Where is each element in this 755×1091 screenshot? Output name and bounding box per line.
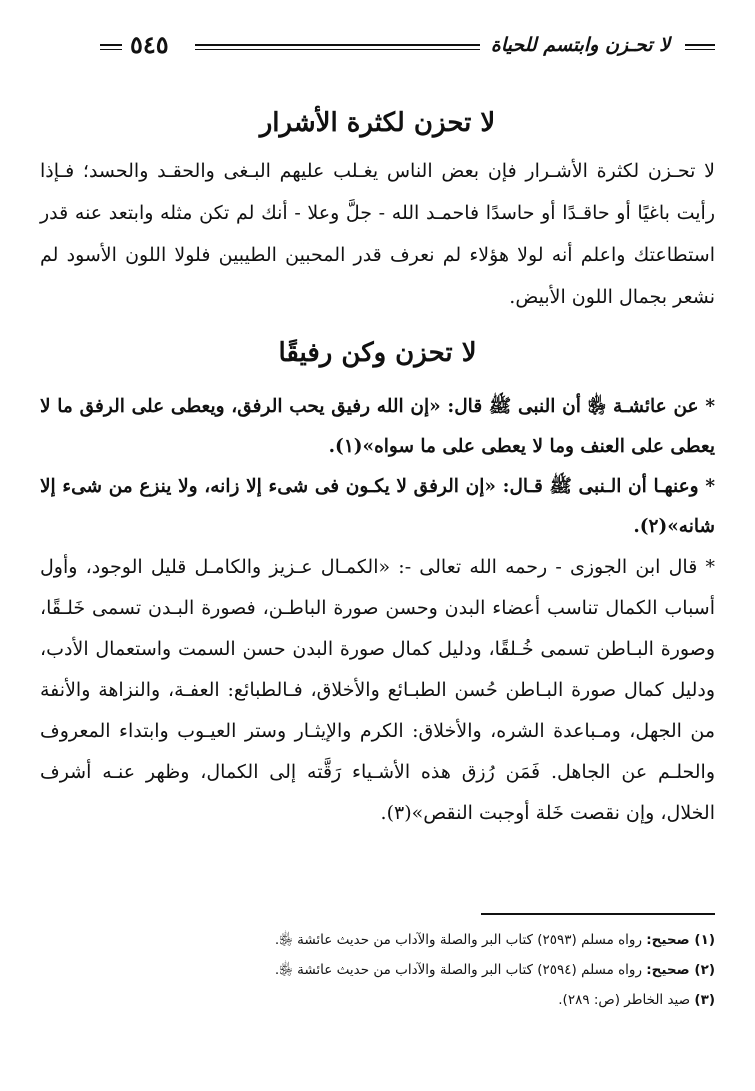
running-title: لا تحـزن وابتسم للحياة: [490, 34, 670, 56]
footnote-3: [40, 985, 715, 1015]
footnote-text: رواه مسلم (٢٥٩٤) كتاب البر والصلة والآداب من حديث عائشة ﵂.: [274, 962, 642, 978]
footnote-1: [40, 925, 715, 955]
section-title-1: لا تحزن لكثرة الأشرار: [259, 108, 496, 138]
hadith-2: * وعنهـا أن الـنبى ﷺ قـال: «إن الرفق لا يكـون فى شىء إلا زانه، ولا ينزع من شىء إلا شانه»(٢).: [40, 476, 715, 537]
paragraph-evil-people: لا تحـزن لكثرة الأشـرار فإن بعض الناس يغـلب عليهم البـغى والحقـد والحسد؛ فـإذا رأيت باغيًا أو حاقـدًا أو حاسدًا فاحمـد الله - جلَّ وعلا - أنك لم تكن مثله وابتعد عنه قدر استطاعتك واعلم أنه لولا هؤلاء لم نعرف قدر المحبين الطيبين فلولا اللون الأسود لم نشعر بجمال اللون الأبيض.: [40, 160, 715, 308]
hadith-1: * عن عائشـة ﵂ أن النبى ﷺ قال: «إن الله رفيق يحب الرفق، ويعطى على الرفق ما لا يعطى على العنف وما لا يعطى على ما سواه»(١).: [40, 396, 715, 457]
footnote-2: [40, 955, 715, 985]
header-rule-right: [685, 44, 715, 46]
footnote-text: رواه مسلم (٢٥٩٣) كتاب البر والصلة والآداب من حديث عائشة ﵂.: [274, 932, 642, 948]
section-title-2: لا تحزن وكن رفيقًا: [278, 338, 477, 368]
footnote-tag: (١) صحيح:: [646, 932, 715, 948]
footnote-separator: [481, 913, 715, 915]
footnote-text: صيد الخاطر (ص: ٢٨٩).: [558, 992, 691, 1008]
section-2-body: [40, 387, 715, 834]
ibn-jawzi-quote: * قال ابن الجوزى - رحمه الله تعالى -: «الكمـال عـزيز والكامـل قليل الوجود، وأول أسباب الكمال تناسب أعضاء البدن وحسن صورة الباطـن، فصورة البـدن تسمى خَلـقًا، وصورة البـاطن تسمى خُـلقًا، ودليل كمال صورة البدن حسن السمت واستعمال الأدب، ودليل كمال صورة البـاطن حُسن الطبـائع والأخلاق، فـالطبائع: العفـة، والنزاهة والأنفة من الجهل، ومـباعدة الشره، والأخلاق: الكرم والإيثـار وستر العيـوب وابتداء المعروف والحلـم عن الجاهل. فَمَن رُزق هذه الأشـياء رَقَّته إلى الكمال، وظهر عنـه أشرف الخلال، وإن نقصت خَلة أوجبت النقص»(٣).: [40, 556, 715, 824]
section-1-body: [40, 150, 715, 318]
page-number: ٥٤٥: [130, 30, 169, 59]
header-rule-left: [100, 44, 122, 46]
header-rule-right-thin: [685, 49, 715, 50]
header-rule-middle-thin: [195, 49, 480, 50]
footnote-tag: (٣): [694, 992, 715, 1008]
header-rule-left-thin: [100, 49, 122, 50]
footnote-tag: (٢) صحيح:: [646, 962, 715, 978]
footnotes: [40, 925, 715, 1015]
page-header: [100, 30, 715, 70]
header-rule-middle: [195, 44, 480, 46]
